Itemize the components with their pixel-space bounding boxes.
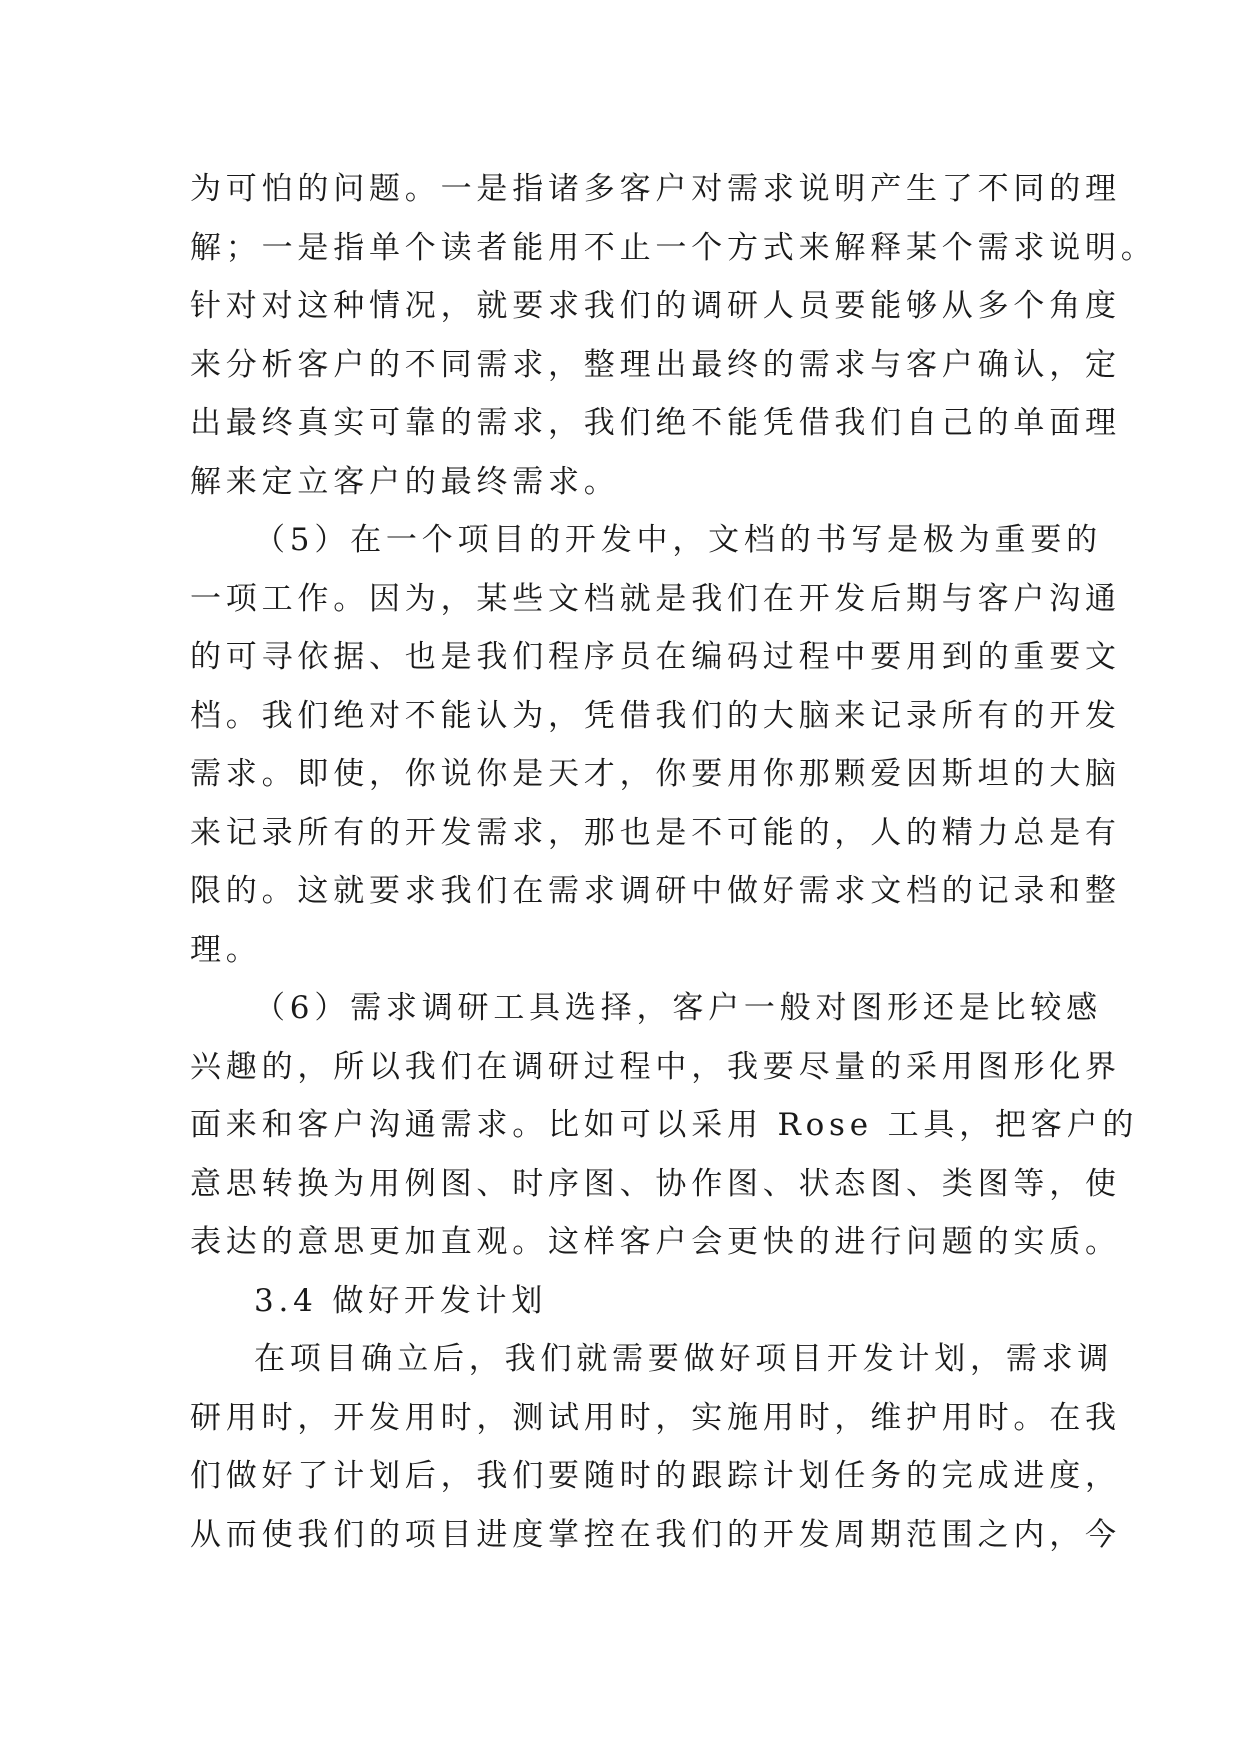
text-line: 档。我们绝对不能认为，凭借我们的大脑来记录所有的开发 [190, 697, 1121, 734]
text-line: 表达的意思更加直观。这样客户会更快的进行问题的实质。 [190, 1224, 1121, 1260]
text-line: 们做好了计划后，我们要随时的跟踪计划任务的完成进度， [190, 1458, 1121, 1494]
text-line: 解来定立客户的最终需求。 [190, 463, 620, 500]
text-line: 面来和客户沟通需求。比如可以采用 Rose 工具，把客户的 [190, 1107, 1139, 1143]
paragraph-6-start: （6）需求调研工具选择，客户一般对图形还是比较感 [254, 990, 1102, 1026]
body-text [190, 160, 1157, 1564]
text-line: 为可怕的问题。一是指诸多客户对需求说明产生了不同的理 [190, 171, 1121, 207]
text-line: 来记录所有的开发需求，那也是不可能的，人的精力总是有 [190, 814, 1121, 851]
text-line: 兴趣的，所以我们在调研过程中，我要尽量的采用图形化界 [190, 1048, 1121, 1085]
paragraph-plan-start: 在项目确立后，我们就需要做好项目开发计划，需求调 [254, 1341, 1114, 1377]
text-line: 解；一是指单个读者能用不止一个方式来解释某个需求说明。 [190, 229, 1157, 266]
text-line: 需求。即使，你说你是天才，你要用你那颗爱因斯坦的大脑 [190, 756, 1121, 792]
text-line: 来分析客户的不同需求，整理出最终的需求与客户确认，定 [190, 346, 1121, 383]
text-line: 一项工作。因为，某些文档就是我们在开发后期与客户沟通 [190, 580, 1121, 617]
text-line: 研用时，开发用时，测试用时，实施用时，维护用时。在我 [190, 1399, 1121, 1436]
text-line: 从而使我们的项目进度掌控在我们的开发周期范围之内，今 [190, 1516, 1121, 1553]
text-line: 出最终真实可靠的需求，我们绝不能凭借我们自己的单面理 [190, 405, 1121, 441]
text-line: 的可寻依据、也是我们程序员在编码过程中要用到的重要文 [190, 639, 1121, 675]
text-line: 意思转换为用例图、时序图、协作图、状态图、类图等，使 [190, 1165, 1121, 1202]
text-line: 理。 [190, 931, 262, 968]
text-line: 针对对这种情况，就要求我们的调研人员要能够从多个角度 [190, 288, 1121, 324]
paragraph-5-start: （5）在一个项目的开发中，文档的书写是极为重要的 [254, 522, 1102, 558]
section-heading: 3.4 做好开发计划 [254, 1282, 548, 1319]
text-line: 限的。这就要求我们在需求调研中做好需求文档的记录和整 [190, 873, 1121, 909]
